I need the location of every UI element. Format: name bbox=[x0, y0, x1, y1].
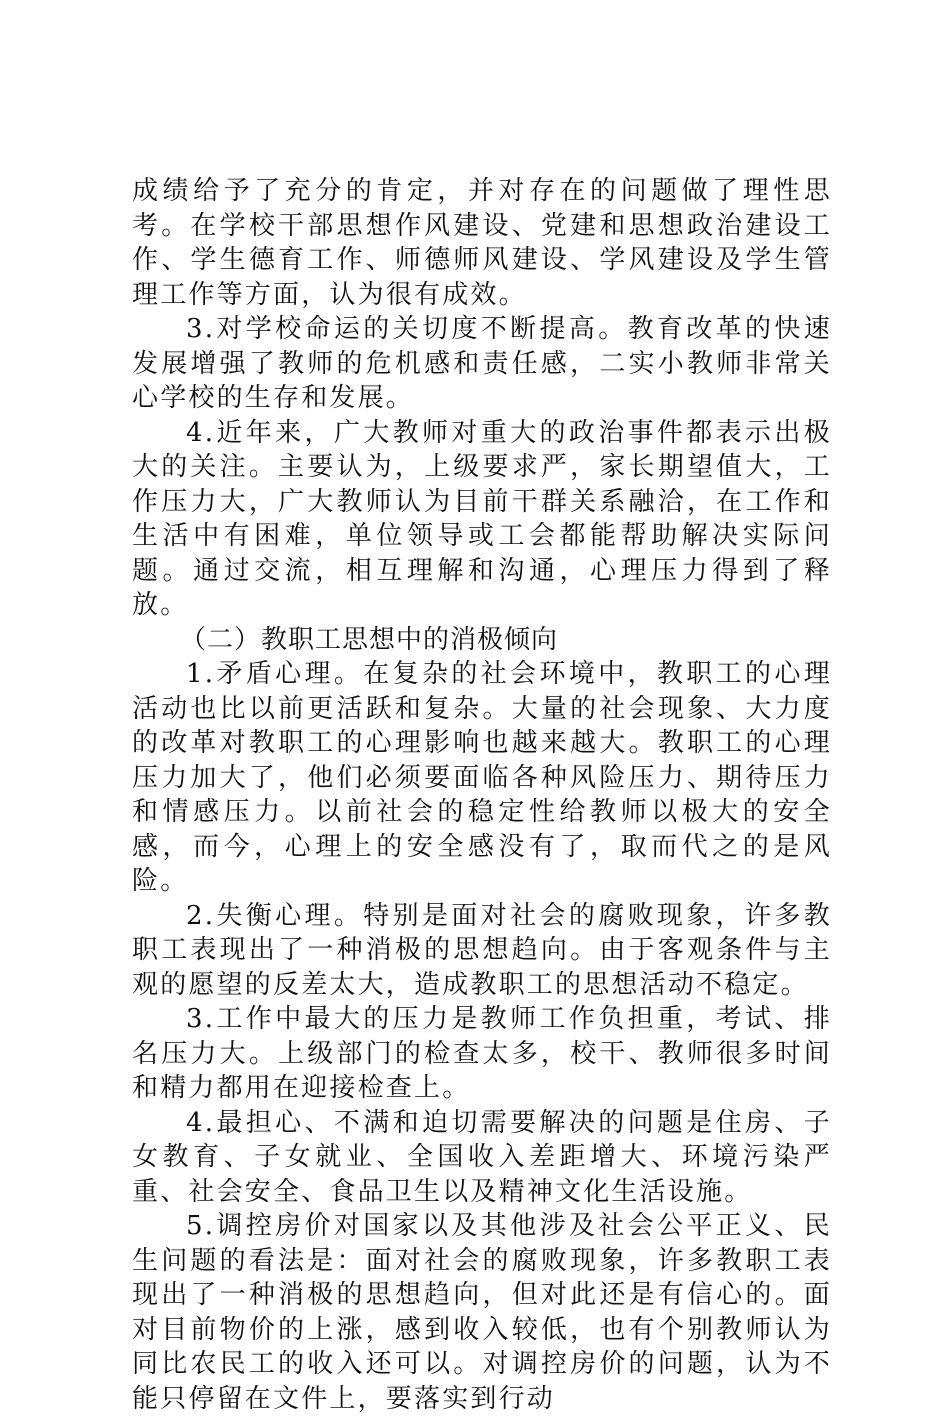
paragraph-continuation: 成绩给予了充分的肯定，并对存在的问题做了理性思考。在学校干部思想作风建设、党建和思想政治建设工作、学生德育工作、师德师风建设、学风建设及学生管理工作等方面，认为很有成效。 bbox=[132, 176, 832, 310]
paragraph-item-3-pressure: 3.工作中最大的压力是教师工作负担重，考试、排名压力大。上级部门的检查太多，校干、教师很多时间和精力都用在迎接检查上。 bbox=[132, 1004, 832, 1103]
paragraph-item-2-imbalance: 2.失衡心理。特别是面对社会的腐败现象，许多教职工表现出了一种消极的思想趋向。由于客观条件与主观的愿望的反差太大，造成教职工的思想活动不稳定。 bbox=[132, 900, 832, 1000]
paragraph-item-5-housing: 5.调控房价对国家以及其他涉及社会公平正义、民生问题的看法是：面对社会的腐败现象，许多教职工表现出了一种消极的思想趋向，但对此还是有信心的。面对目前物价的上涨，感到收入较低，也有个别教师认为同比农民工的收入还可以。对调控房价的问题，认为不能只停留在文件上，要落实到行动 bbox=[132, 1211, 832, 1414]
paragraph-item-4-worries: 4.最担心、不满和迫切需要解决的问题是住房、子女教育、子女就业、全国收入差距增大、环境污染严重、社会安全、食品卫生以及精神文化生活设施。 bbox=[132, 1107, 832, 1207]
paragraph-item-1-contradiction: 1.矛盾心理。在复杂的社会环境中，教职工的心理活动也比以前更活跃和复杂。大量的社会现象、大力度的改革对教职工的心理影响也越来越大。教职工的心理压力加大了，他们必须要面临各种风险压力、期待压力和情感压力。以前社会的稳定性给教师以极大的安全感，而今，心理上的安全感没有了，取而代之的是风险。 bbox=[132, 659, 832, 896]
paragraph-item-4-political: 4.近年来，广大教师对重大的政治事件都表示出极大的关注。主要认为，上级要求严，家长期望值大，工作压力大，广大教师认为目前干群关系融洽，在工作和生活中有困难，单位领导或工会都能帮助解决实际问题。通过交流，相互理解和沟通，心理压力得到了释放。 bbox=[132, 417, 832, 620]
paragraph-item-3-concern: 3.对学校命运的关切度不断提高。教育改革的快速发展增强了教师的危机感和责任感，二实小教师非常关心学校的生存和发展。 bbox=[132, 314, 832, 413]
document-page bbox=[132, 174, 832, 1416]
section-heading-negative-tendency: （二）教职工思想中的消极倾向 bbox=[180, 624, 559, 655]
